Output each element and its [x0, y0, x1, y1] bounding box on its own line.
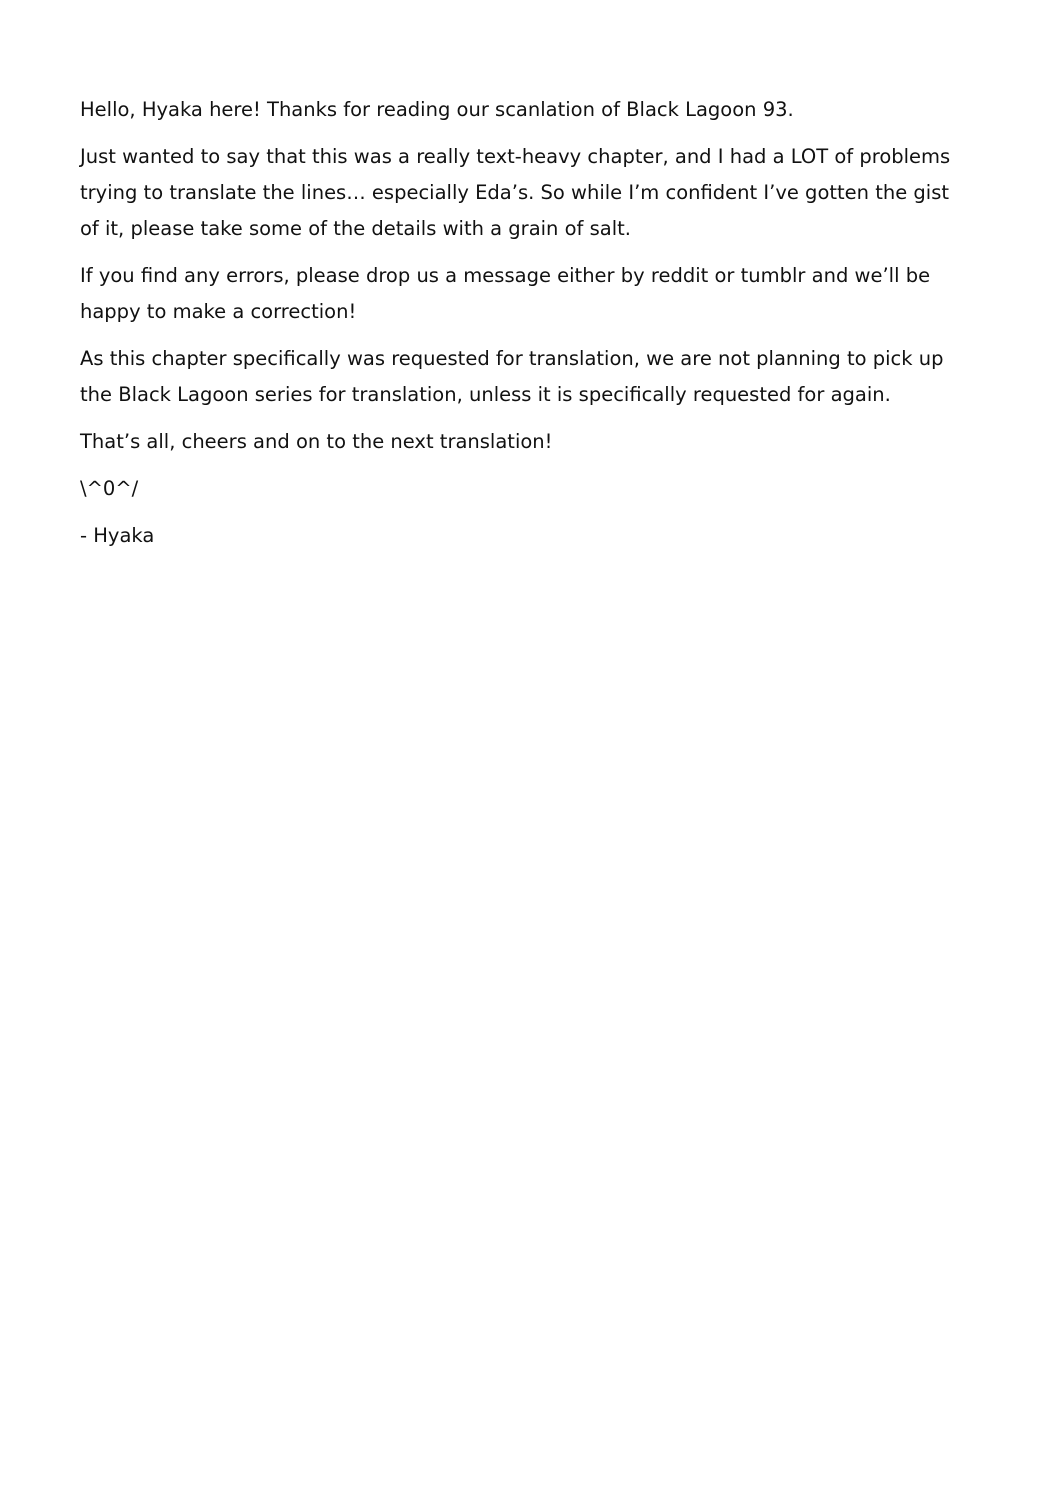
document-body	[80, 92, 970, 565]
translation-note-paragraph: Just wanted to say that this was a really text-heavy chapter, and I had a LOT of problems trying to translate the lines… especially Eda’s. So while I’m confident I’ve gotten the gist of it, please take some of the details with a grain of salt.	[80, 145, 951, 240]
intro-paragraph: Hello, Hyaka here! Thanks for reading our scanlation of Black Lagoon 93.	[80, 98, 794, 121]
closing-paragraph: That’s all, cheers and on to the next translation!	[80, 430, 553, 453]
signature-line: - Hyaka	[80, 524, 155, 547]
error-report-paragraph: If you find any errors, please drop us a message either by reddit or tumblr and we’ll be happy to make a correction!	[80, 264, 931, 323]
emoticon-line: \^0^/	[80, 477, 139, 500]
series-plan-paragraph: As this chapter specifically was requested for translation, we are not planning to pick up the Black Lagoon series for translation, unless it is specifically requested for again.	[80, 347, 944, 406]
